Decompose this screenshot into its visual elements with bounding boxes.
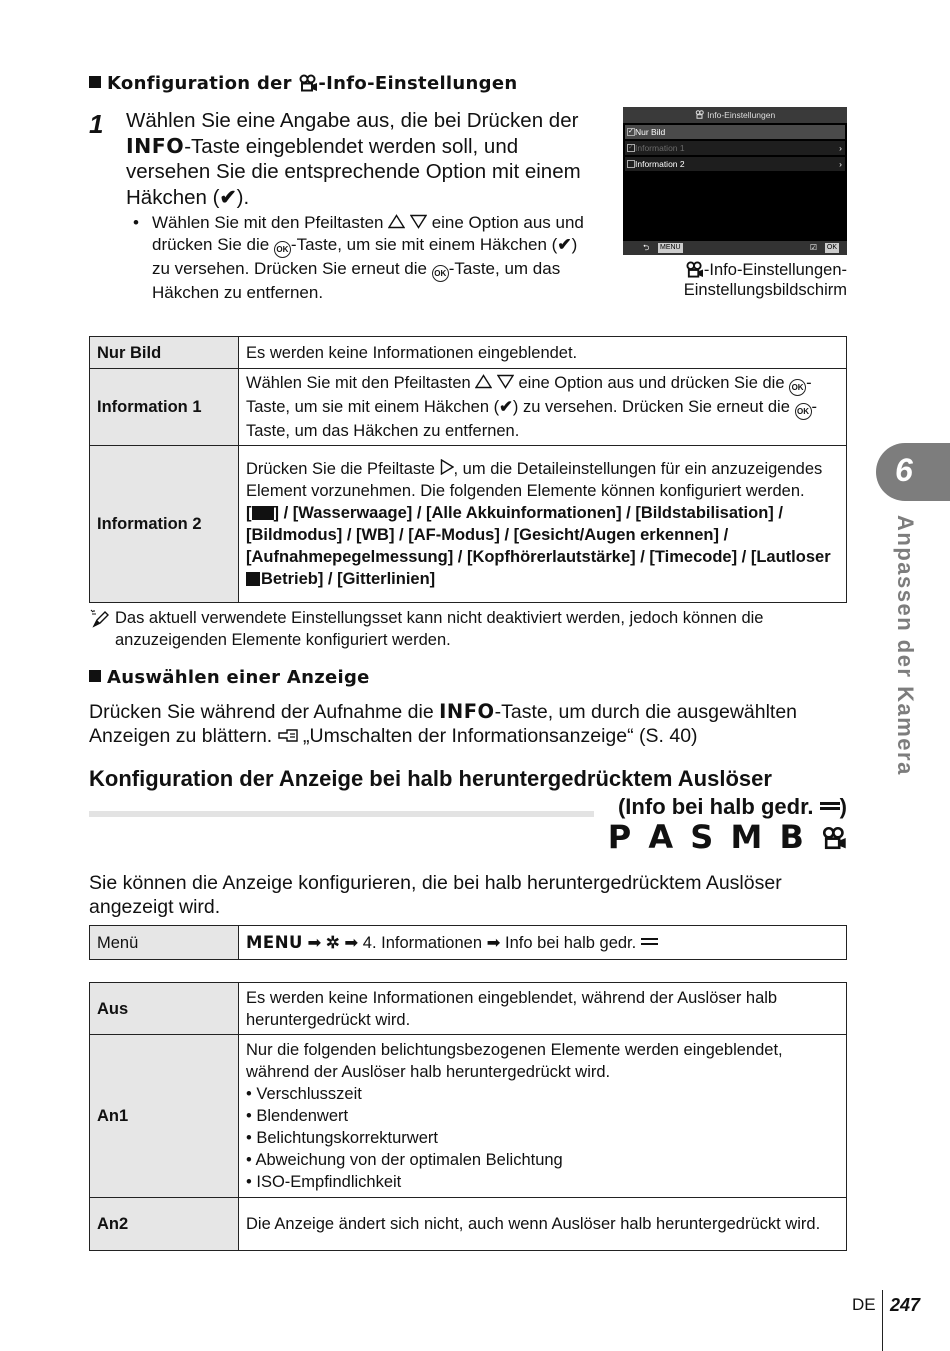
menu-path-table — [89, 925, 847, 960]
page-heading-line-2 — [89, 792, 847, 821]
row-value: Es werden keine Informationen eingeblendet. — [239, 337, 847, 369]
heading-line-2-end: ) — [839, 794, 847, 819]
silent-mode-icon — [246, 572, 260, 586]
footer-divider — [882, 1290, 883, 1351]
check-icon: ✔ — [499, 398, 513, 416]
camera-row-label: Information 2 — [635, 159, 685, 169]
movie-camera-icon — [821, 826, 847, 850]
step-number: 1 — [89, 109, 104, 139]
cell-text-2: , um die Detaileinstellungen für ein anzuzeigendes Element vorzunehmen. Die folgenden Elemente können konfiguriert werden. — [246, 460, 823, 500]
arrow-down-icon — [497, 374, 514, 389]
menu-path — [239, 926, 847, 960]
step-text-1: Wählen Sie eine Angabe aus, die bei Drücken der — [126, 109, 579, 132]
cell-text-1: Drücken Sie die Pfeiltaste — [246, 460, 440, 478]
shutter-half-press-icon — [641, 938, 658, 945]
section-heading-info-settings — [89, 73, 517, 94]
cell-bold-2: ] / [Wasserwaage] / [Alle Akkuinformationen] / [Bildstabilisation] / [Bildmodus] / [WB] / [AF-Modus] / [Gesicht/Augen erkennen] / [Aufnahmepegelmessung] / [Kopfhörerlautstärke] / [Timecode] / [Lautloser — [246, 504, 831, 566]
camera-row-information-1[interactable] — [625, 141, 845, 155]
row-value: Es werden keine Informationen eingeblendet, während der Auslöser halb heruntergedrückt wird. — [239, 983, 847, 1035]
ok-button-icon: OK — [274, 241, 291, 258]
movie-camera-icon — [685, 261, 704, 278]
shooting-modes — [600, 818, 847, 856]
camera-bottom-bar — [623, 241, 847, 255]
chapter-number: 6 — [895, 452, 913, 488]
camera-row-information-2[interactable] — [625, 157, 845, 171]
ok-button-label: OK — [826, 244, 837, 251]
paragraph-text-1: Drücken Sie während der Aufnahme die — [89, 701, 440, 723]
back-arrow-icon: ⮌ — [643, 243, 650, 252]
arrow-right-icon: ➡ — [307, 933, 322, 952]
step-text — [126, 108, 606, 210]
heading-text-2: -Info-Einstellungen — [318, 73, 518, 94]
row-label: An1 — [90, 1035, 239, 1198]
tip-pencil-icon — [90, 608, 112, 630]
check-icon: ✔ — [219, 185, 237, 209]
checkbox-empty-icon — [627, 160, 635, 168]
list-item: • Verschlusszeit — [246, 1085, 362, 1103]
ok-button-icon: OK — [432, 265, 449, 282]
histogram-icon — [252, 506, 274, 520]
cell-text: Nur die folgenden belichtungsbezogenen Elemente werden eingeblendet, während der Auslöser halb heruntergedrückt wird. — [246, 1041, 783, 1081]
chapter-tab — [876, 443, 950, 501]
step-bullet — [133, 212, 593, 304]
table-row — [90, 337, 847, 369]
heading-line-2-text: (Info bei halb gedr. — [617, 794, 820, 819]
menu-button-label: MENU — [660, 244, 681, 251]
row-label: Nur Bild — [90, 337, 239, 369]
bullet-text-5: -Taste, um das Häkchen zu entfernen. — [152, 259, 561, 302]
row-label: An2 — [90, 1198, 239, 1251]
ok-button-icon: OK — [789, 379, 806, 396]
menu-path-item: Info bei halb gedr. — [505, 933, 637, 952]
page-reference-text: „Umschalten der Informationsanzeige“ (S. 40) — [297, 725, 698, 747]
heading-text: Auswählen einer Anzeige — [107, 667, 370, 688]
page-number: 247 — [890, 1295, 921, 1315]
cell-text-1: Wählen Sie mit den Pfeiltasten — [246, 374, 476, 392]
list-item: • Abweichung von der optimalen Belichtung — [246, 1151, 563, 1169]
table-row — [90, 446, 847, 603]
check-icon: ✔ — [557, 235, 572, 254]
bullet-text-3: -Taste, um sie mit einem Häkchen ( — [290, 235, 558, 254]
movie-camera-icon — [695, 110, 705, 119]
cell-text-3: -Taste, um sie mit einem Häkchen ( — [246, 374, 812, 416]
intro-text: Sie können die Anzeige konfigurieren, die bei halb heruntergedrücktem Auslöser angezeigt wird. — [89, 872, 782, 918]
square-bullet-icon — [89, 670, 101, 682]
arrow-down-icon — [410, 214, 427, 229]
caption-line-1: -Info-Einstellungen- — [703, 261, 847, 279]
select-display-text — [89, 700, 829, 748]
mode-letters: P A S M B — [607, 818, 807, 856]
row-value: Die Anzeige ändert sich nicht, auch wenn Auslöser halb heruntergedrückt wird. — [239, 1198, 847, 1251]
camera-row-label: Information 1 — [635, 143, 685, 153]
page-heading-line-1: Konfiguration der Anzeige bei halb heruntergedrücktem Auslöser — [89, 766, 772, 791]
camera-title-text: Info-Einstellungen — [707, 110, 776, 120]
cell-text-5: -Taste, um das Häkchen zu entfernen. — [246, 398, 817, 440]
list-item-text: Abweichung von der optimalen Belichtung — [255, 1151, 563, 1169]
row-label: Information 2 — [90, 446, 239, 603]
list-item-text: ISO-Empfindlichkeit — [256, 1173, 402, 1191]
row-label: Menü — [90, 926, 239, 960]
table-row — [90, 926, 847, 960]
table-row — [90, 369, 847, 446]
list-item: • Belichtungskorrekturwert — [246, 1129, 438, 1147]
chapter-title: Anpassen der Kamera — [893, 515, 918, 776]
menu-word: MENU — [246, 932, 303, 952]
reference-hand-icon — [278, 728, 298, 744]
camera-screen-caption — [623, 260, 847, 300]
chevron-right-icon: › — [839, 143, 842, 153]
step-text-2: -Taste eingeblendet werden soll, und versehen Sie die entsprechende Option mit einem Häkchen ( — [126, 134, 581, 209]
camera-row-nur-bild[interactable] — [625, 125, 845, 139]
row-value — [239, 369, 847, 446]
arrow-right-icon: ➡ — [344, 933, 359, 952]
info-options-table — [89, 336, 847, 603]
table-row — [90, 1198, 847, 1251]
ok-button-icon: OK — [795, 403, 812, 420]
caption-line-2: Einstellungsbildschirm — [683, 281, 847, 299]
step-text-3: ). — [236, 185, 250, 209]
bullet-text-2: eine Option aus und drücken Sie die — [152, 213, 584, 254]
arrow-right-icon: ➡ — [486, 933, 501, 952]
cell-text-4: ) zu versehen. Drücken Sie erneut die — [512, 398, 795, 416]
list-item: • ISO-Empfindlichkeit — [246, 1173, 402, 1191]
cell-text-2: eine Option aus und drücken Sie die — [513, 374, 790, 392]
list-item: • Blendenwert — [246, 1107, 349, 1125]
half-press-options-table — [89, 982, 847, 1251]
arrow-up-icon — [475, 374, 492, 389]
info-key-label: INFO — [439, 700, 495, 723]
row-label: Information 1 — [90, 369, 239, 446]
checkbox-icon: ☑ — [809, 243, 817, 252]
checkbox-checked-icon: ✓ — [628, 144, 634, 151]
table-row — [90, 1035, 847, 1198]
row-value — [239, 1035, 847, 1198]
chevron-right-icon: › — [839, 159, 842, 169]
camera-row-label: Nur Bild — [635, 127, 666, 137]
checkbox-checked-icon: ✓ — [628, 128, 634, 135]
shutter-half-press-icon — [820, 802, 840, 810]
list-item-text: Belichtungskorrekturwert — [256, 1129, 438, 1147]
gear-icon: ✲ — [325, 933, 340, 952]
bullet-dot: • — [133, 213, 139, 232]
list-item-text: Blendenwert — [256, 1107, 349, 1125]
camera-screen — [623, 107, 847, 255]
cell-bold-1: [ — [246, 504, 252, 522]
arrow-right-icon — [440, 459, 454, 475]
square-bullet-icon — [89, 76, 101, 88]
footer-language: DE — [852, 1295, 876, 1314]
info-key-label: INFO — [126, 133, 185, 158]
row-value — [239, 446, 847, 603]
paragraph-text-2: -Taste, um durch die ausgewählten Anzeigen zu blättern. — [89, 701, 798, 747]
bullet-text-4: ) zu versehen. Drücken Sie erneut die — [152, 235, 578, 278]
list-item-text: Verschlusszeit — [256, 1085, 362, 1103]
movie-camera-icon — [298, 74, 318, 92]
camera-screen-title — [623, 107, 847, 123]
table-row — [90, 983, 847, 1035]
row-label: Aus — [90, 983, 239, 1035]
bullet-text-1: Wählen Sie mit den Pfeiltasten — [152, 213, 389, 232]
cell-bold-3: Betrieb] / [Gitterlinien] — [261, 570, 436, 588]
arrow-up-icon — [388, 214, 405, 229]
menu-path-step: 4. Informationen — [362, 933, 483, 952]
section-heading-select-display — [89, 667, 370, 688]
heading-text: Konfiguration der — [107, 73, 292, 94]
tip-text: Das aktuell verwendete Einstellungsset kann nicht deaktiviert werden, jedoch können die anzuzeigenden Elemente konfiguriert werden. — [115, 609, 764, 649]
